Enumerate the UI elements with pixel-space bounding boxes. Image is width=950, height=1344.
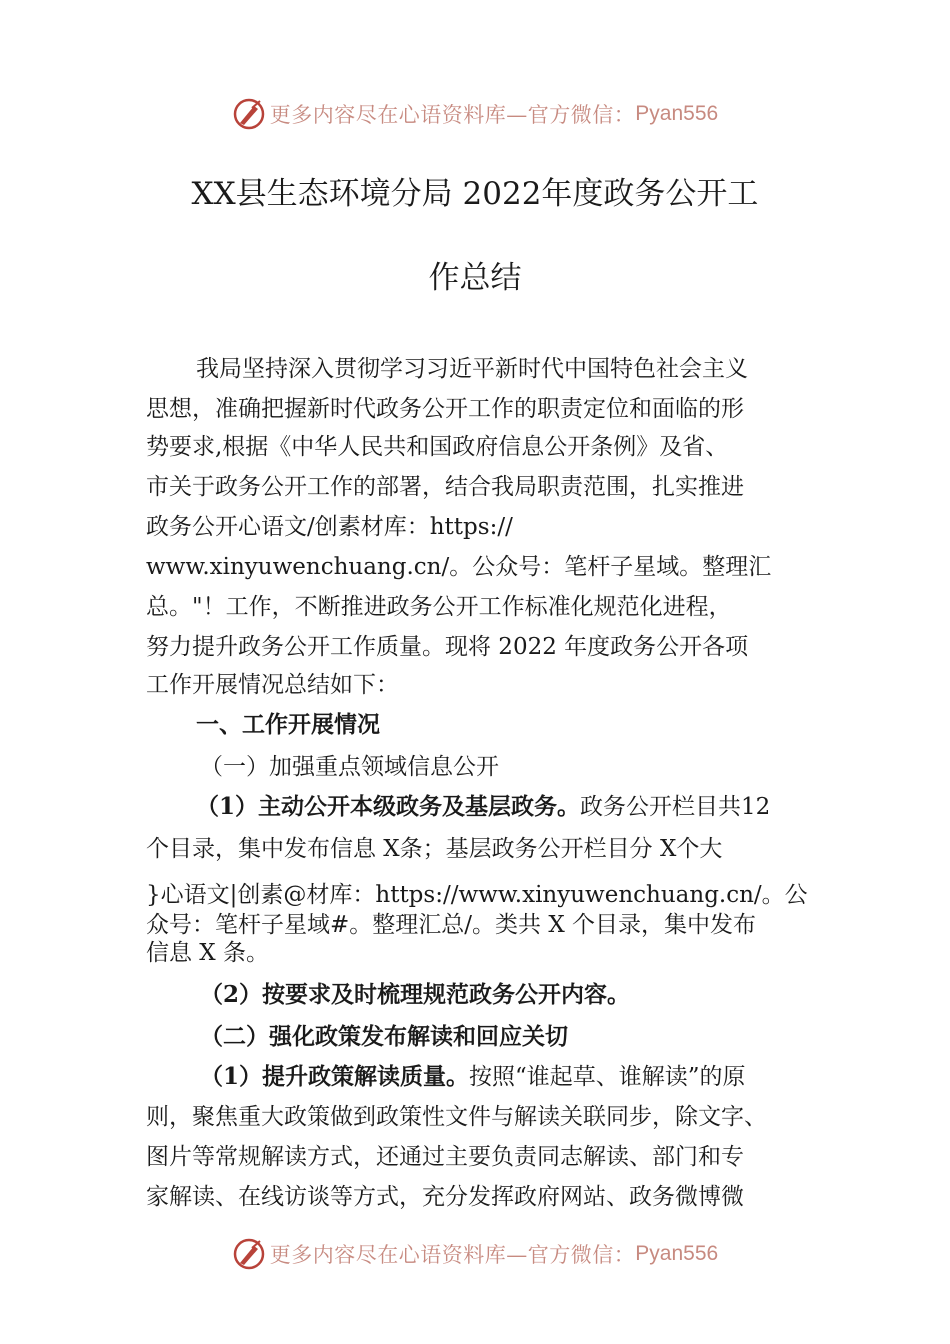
- paragraph-1-rest: 政务公开栏目共12: [580, 794, 771, 820]
- paragraph-1-line: 众号：笔杆子星域#。整理汇总/。类共 X 个目录，集中发布: [146, 912, 757, 938]
- intro-line: 总。"！工作，不断推进政务公开工作标准化规范化进程，: [146, 594, 732, 620]
- paragraph-3-line: 图片等常规解读方式，还通过主要负责同志解读、部门和专: [146, 1144, 744, 1170]
- intro-line: 我局坚持深入贯彻学习习近平新时代中国特色社会主义: [196, 356, 748, 382]
- subsection-heading-2: （二）强化政策发布解读和回应关切: [200, 1023, 568, 1050]
- intro-line: 政务公开心语文/创素材库：https://: [146, 514, 513, 540]
- paragraph-2-lead: （2）按要求及时梳理规范政务公开内容。: [200, 981, 631, 1008]
- paragraph-3-rest: 按照“谁起草、谁解读”的原: [469, 1064, 746, 1090]
- intro-line: www.xinyuwenchuang.cn/。公众号：笔杆子星域。整理汇: [146, 554, 772, 580]
- watermark-wechat-id: Pyan556: [635, 1242, 719, 1265]
- watermark-text: 更多内容尽在心语资料库—官方微信：: [269, 103, 636, 127]
- document-title-line-1: XX县生态环境分局 2022年度政务公开工: [191, 176, 759, 212]
- paragraph-1-line: }心语文|创素@材库：https://www.xinyuwenchuang.cn/。公: [146, 882, 808, 908]
- section-heading-1: 一、工作开展情况: [196, 711, 380, 738]
- paragraph-3-lead: （1）提升政策解读质量。: [200, 1063, 470, 1090]
- paragraph-1-first-line: [196, 788, 770, 821]
- intro-line: 工作开展情况总结如下：: [146, 672, 399, 698]
- quill-logo-icon: [232, 97, 266, 131]
- quill-logo-icon: [232, 1237, 266, 1271]
- intro-line: 思想，准确把握新时代政务公开工作的职责定位和面临的形: [146, 396, 744, 422]
- intro-line: 努力提升政务公开工作质量。现将 2022 年度政务公开各项: [146, 634, 749, 660]
- watermark-wechat-id: Pyan556: [635, 102, 719, 125]
- paragraph-1-line: 信息 X 条。: [146, 940, 269, 966]
- intro-line: 市关于政务公开工作的部署，结合我局职责范围，扎实推进: [146, 474, 744, 500]
- paragraph-3-line: 则，聚焦重大政策做到政策性文件与解读关联同步，除文字、: [146, 1104, 767, 1130]
- document-title-line-2: 作总结: [428, 260, 522, 296]
- watermark-banner-bottom: [0, 1234, 950, 1274]
- paragraph-1-lead: （1）主动公开本级政务及基层政务。: [196, 793, 581, 820]
- paragraph-3-line: 家解读、在线访谈等方式，充分发挥政府网站、政务微博微: [146, 1184, 744, 1210]
- paragraph-3-first-line: [200, 1058, 746, 1091]
- paragraph-1-line: 个目录，集中发布信息 X条；基层政务公开栏目分 X个大: [146, 836, 723, 862]
- watermark-banner-top: [0, 94, 950, 134]
- subsection-heading-1: （一）加强重点领域信息公开: [200, 754, 499, 780]
- watermark-text: 更多内容尽在心语资料库—官方微信：: [269, 1243, 636, 1267]
- intro-line: 势要求,根据《中华人民共和国政府信息公开条例》及省、: [146, 434, 729, 460]
